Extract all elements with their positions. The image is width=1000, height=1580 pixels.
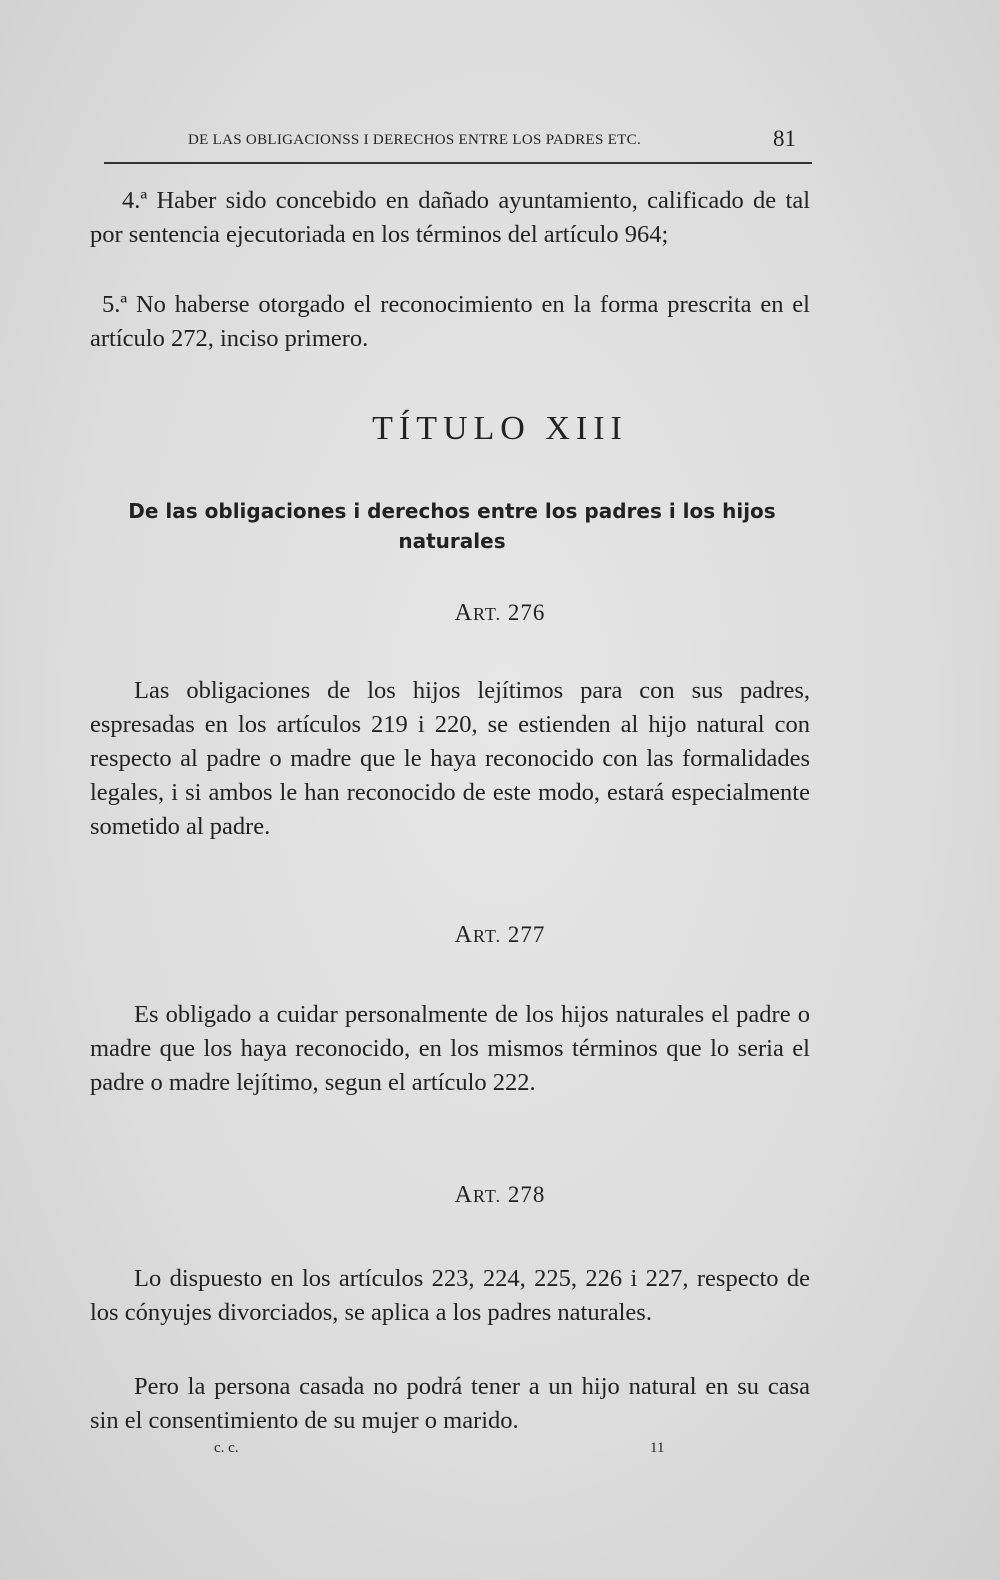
header-rule (104, 162, 812, 164)
article-heading-277 (0, 922, 1000, 949)
article-number: 277 (507, 922, 546, 947)
article-heading-278 (0, 1182, 1000, 1209)
article-label-initial: A (454, 600, 473, 626)
title-subtitle: De las obligaciones i derechos entre los padres i los hijos naturales (128, 499, 776, 553)
article-278-text-1: Lo dispuesto en los artículos 223, 224, 225, 226 i 227, respecto de los cónyujes divorciados, se aplica a los padres naturales. (90, 1265, 810, 1326)
article-label-rest: RT. (473, 926, 502, 946)
article-label-initial: A (454, 922, 473, 948)
article-277-text: Es obligado a cuidar personalmente de los hijos naturales el padre o madre que los haya reconocido, en los mismos términos que lo seria el padre o madre lejítimo, segun el artículo 222. (90, 1001, 810, 1096)
article-number: 276 (507, 600, 546, 625)
article-number: 278 (507, 1182, 546, 1207)
running-header (104, 126, 812, 166)
article-label-rest: RT. (473, 1186, 502, 1206)
paragraph-item-4: 4.ª Haber sido concebido en dañado ayuntamiento, calificado de tal por sentencia ejecutoriada en los términos del artículo 964; (90, 187, 810, 248)
article-278-text-2: Pero la persona casada no podrá tener a un hijo natural en su casa sin el consentimiento de su mujer o marido. (90, 1373, 810, 1434)
article-label-rest: RT. (473, 604, 502, 624)
article-heading-276 (0, 600, 1000, 627)
running-header-title: DE LAS OBLIGACIONSS I DERECHOS ENTRE LOS PADRES ETC. (188, 132, 641, 148)
paragraph-item-5: 5.ª No haberse otorgado el reconocimiento en la forma prescrita en el artículo 272, inciso primero. (90, 291, 810, 352)
footer-signature: c. c. (214, 1440, 239, 1456)
article-label-initial: A (454, 1182, 473, 1208)
page-number: 81 (773, 126, 796, 151)
footer-sheet-number: 11 (650, 1440, 665, 1456)
title-heading: TÍTULO XIII (372, 410, 628, 447)
article-276-text: Las obligaciones de los hijos lejítimos para con sus padres, espresadas en los artículos 219 i 220, se estienden al hijo natural con respecto al padre o madre que le haya reconocido con las formalidades legales, i si ambos le han reconocido de este modo, estará especialmente sometido al padre. (90, 677, 810, 840)
